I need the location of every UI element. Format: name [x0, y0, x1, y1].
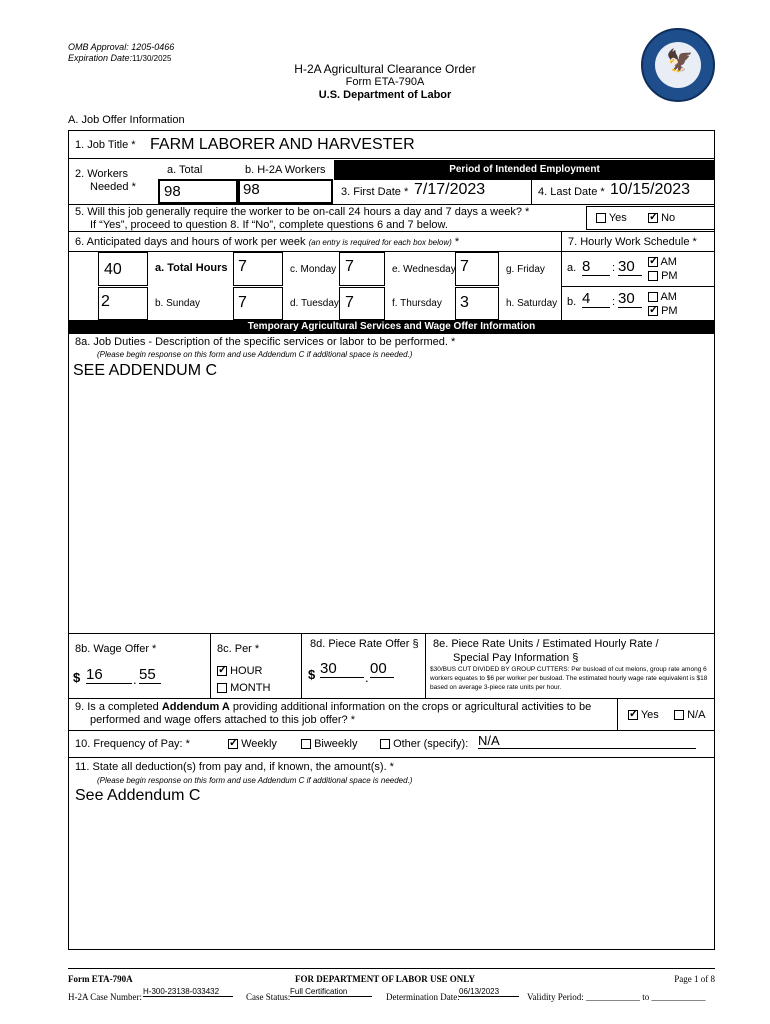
q5-no-option[interactable]: ✓ No: [648, 212, 675, 224]
tuesday-label: d. Tuesday: [290, 298, 339, 309]
q5-yes-option[interactable]: Yes: [596, 212, 627, 224]
q9-yes-option[interactable]: ✓ Yes: [628, 709, 659, 721]
first-date-label: 3. First Date *: [341, 186, 409, 198]
checkbox-icon[interactable]: [648, 292, 658, 302]
piece-rate-units-label-2: Special Pay Information §: [453, 652, 579, 664]
checkbox-icon[interactable]: [217, 683, 227, 693]
monday-value-2: 7: [345, 258, 354, 275]
total-workers-value: 98: [164, 183, 181, 200]
per-label: 8c. Per *: [217, 643, 260, 655]
monday-label: c. Monday: [290, 264, 337, 275]
deductions-label: 11. State all deduction(s) from pay and, if known, the amount(s). *: [75, 761, 394, 773]
checkbox-checked-icon[interactable]: [228, 739, 238, 749]
thursday-value[interactable]: 3: [460, 294, 469, 311]
expiration-value: 11/30/2025: [132, 54, 172, 63]
job-duties-label: 8a. Job Duties - Description of the specific services or labor to be performed. *: [75, 336, 456, 348]
omb-approval: OMB Approval: 1205-0466: [68, 42, 175, 52]
q9-na-option[interactable]: N/A: [674, 709, 705, 721]
checkbox-checked-icon[interactable]: [648, 306, 658, 316]
checkbox-checked-icon[interactable]: [628, 710, 638, 720]
friday-label: g. Friday: [506, 264, 545, 275]
thursday-label: f. Thursday: [392, 298, 442, 309]
last-date-label: 4. Last Date *: [538, 186, 605, 198]
schedule-a-pm[interactable]: PM: [648, 270, 678, 282]
checkbox-checked-icon[interactable]: [648, 257, 658, 267]
schedule-b-minute[interactable]: 30: [618, 290, 642, 308]
job-title-label: 1. Job Title *: [75, 139, 136, 151]
determination-date-value: 06/13/2023: [459, 987, 519, 997]
sunday-value[interactable]: 2: [101, 293, 110, 310]
form-title: H-2A Agricultural Clearance Order: [294, 62, 476, 76]
checkbox-icon[interactable]: [301, 739, 311, 749]
job-duties-value[interactable]: SEE ADDENDUM C: [73, 362, 218, 379]
workers-needed-label: 2. Workers: [75, 168, 128, 180]
schedule-a-label: a.: [567, 262, 577, 274]
pay-other-option[interactable]: Other (specify):: [380, 738, 468, 750]
job-duties-note: (Please begin response on this form and use Addendum C if additional space is needed.): [97, 350, 413, 359]
schedule-b-hour[interactable]: 4: [582, 290, 610, 308]
workers-needed-label-2: Needed *: [90, 181, 136, 193]
footer-dol-use: FOR DEPARTMENT OF LABOR USE ONLY: [295, 974, 475, 984]
q7-label: 7. Hourly Work Schedule *: [568, 236, 697, 248]
validity-period: Validity Period: ____________ to ____________: [527, 992, 706, 1002]
form-frame: [68, 130, 715, 950]
wednesday-label: e. Wednesday: [392, 264, 456, 275]
schedule-b-am[interactable]: AM: [648, 291, 677, 303]
period-header: Period of Intended Employment: [334, 160, 715, 180]
footer-form: Form ETA-790A: [68, 974, 133, 984]
case-status-value: Full Certification: [290, 987, 372, 997]
total-workers-label: a. Total: [167, 164, 203, 176]
first-date-value[interactable]: 7/17/2023: [414, 181, 486, 198]
total-hours-label: a. Total Hours: [155, 262, 228, 274]
saturday-label: h. Saturday: [506, 298, 558, 309]
deductions-note: (Please begin response on this form and use Addendum C if additional space is needed.): [97, 776, 413, 785]
q5-line2: If “Yes”, proceed to question 8. If “No”, complete questions 6 and 7 below.: [90, 219, 448, 231]
tuesday-value-2: 7: [345, 294, 354, 311]
checkbox-icon[interactable]: [380, 739, 390, 749]
piece-rate-dollars[interactable]: 30: [320, 660, 364, 678]
last-date-value[interactable]: 10/15/2023: [610, 181, 691, 198]
department-name: U.S. Department of Labor: [318, 89, 452, 101]
case-number-label: H-2A Case Number:: [68, 992, 142, 1002]
checkbox-icon[interactable]: [596, 213, 606, 223]
q6-label: 6. Anticipated days and hours of work per week (an entry is required for each box below) *: [75, 236, 460, 248]
pay-biweekly-option[interactable]: Biweekly: [301, 738, 357, 750]
wage-dollars[interactable]: 16: [86, 666, 132, 684]
q9-line2: performed and wage offers attached to this job offer? *: [90, 714, 355, 726]
schedule-b-pm[interactable]: ✓ PM: [648, 305, 678, 317]
piece-rate-units-label: 8e. Piece Rate Units / Estimated Hourly Rate /: [433, 638, 659, 650]
pay-weekly-option[interactable]: ✓ Weekly: [228, 738, 277, 750]
pay-frequency-label: 10. Frequency of Pay: *: [75, 738, 190, 750]
section-a-title: A. Job Offer Information: [68, 114, 185, 126]
schedule-a-minute[interactable]: 30: [618, 258, 642, 276]
case-number-value: H-300-23138-033432: [143, 987, 233, 997]
department-seal-icon: 🦅: [641, 28, 715, 102]
h2a-workers-label: b. H-2A Workers: [245, 164, 326, 176]
checkbox-icon[interactable]: [648, 271, 658, 281]
checkbox-icon[interactable]: [674, 710, 684, 720]
piece-rate-units-value[interactable]: $30/BUS CUT DIVIDED BY GROUP CUTTERS: Per busload of cut melons, group rate among 6 workers equates to $6 per worker per busload. The estimated hourly wage rate equivalent is $18 based on average 3-piece rate units per hour.: [430, 666, 708, 691]
schedule-a-am[interactable]: ✓ AM: [648, 256, 677, 268]
deductions-value[interactable]: See Addendum C: [75, 787, 201, 804]
case-status-label: Case Status:: [246, 992, 291, 1002]
per-hour-option[interactable]: ✓ HOUR: [217, 665, 262, 677]
h2a-workers-value: 98: [243, 181, 260, 198]
schedule-b-label: b.: [567, 296, 577, 308]
determination-date-label: Determination Date:: [386, 992, 460, 1002]
total-hours-value[interactable]: 40: [104, 261, 122, 278]
checkbox-checked-icon[interactable]: [648, 213, 658, 223]
piece-rate-cents[interactable]: 00: [370, 660, 394, 678]
tuesday-value[interactable]: 7: [238, 294, 247, 311]
schedule-a-hour[interactable]: 8: [582, 258, 610, 276]
checkbox-checked-icon[interactable]: [217, 666, 227, 676]
job-title-value[interactable]: FARM LABORER AND HARVESTER: [150, 136, 415, 153]
form-number: Form ETA-790A: [345, 76, 425, 88]
monday-value[interactable]: 7: [238, 258, 247, 275]
expiration-label: Expiration Date:: [68, 53, 133, 63]
footer-page: Page 1 of 8: [674, 974, 715, 984]
wednesday-value[interactable]: 7: [460, 258, 469, 275]
q9-line1: 9. Is a completed Addendum A providing additional information on the crops or agricultural activities to be: [75, 701, 592, 713]
wage-offer-label: 8b. Wage Offer *: [75, 643, 157, 655]
piece-rate-label: 8d. Piece Rate Offer §: [310, 638, 419, 650]
temp-ag-header: Temporary Agricultural Services and Wage Offer Information: [68, 320, 715, 334]
q5-line1: 5. Will this job generally require the worker to be on-call 24 hours a day and 7 days a week? *: [75, 206, 530, 218]
per-month-option[interactable]: MONTH: [217, 682, 270, 694]
pay-other-value[interactable]: N/A: [478, 733, 696, 749]
wage-cents[interactable]: 55: [139, 666, 161, 684]
sunday-label: b. Sunday: [155, 298, 201, 309]
